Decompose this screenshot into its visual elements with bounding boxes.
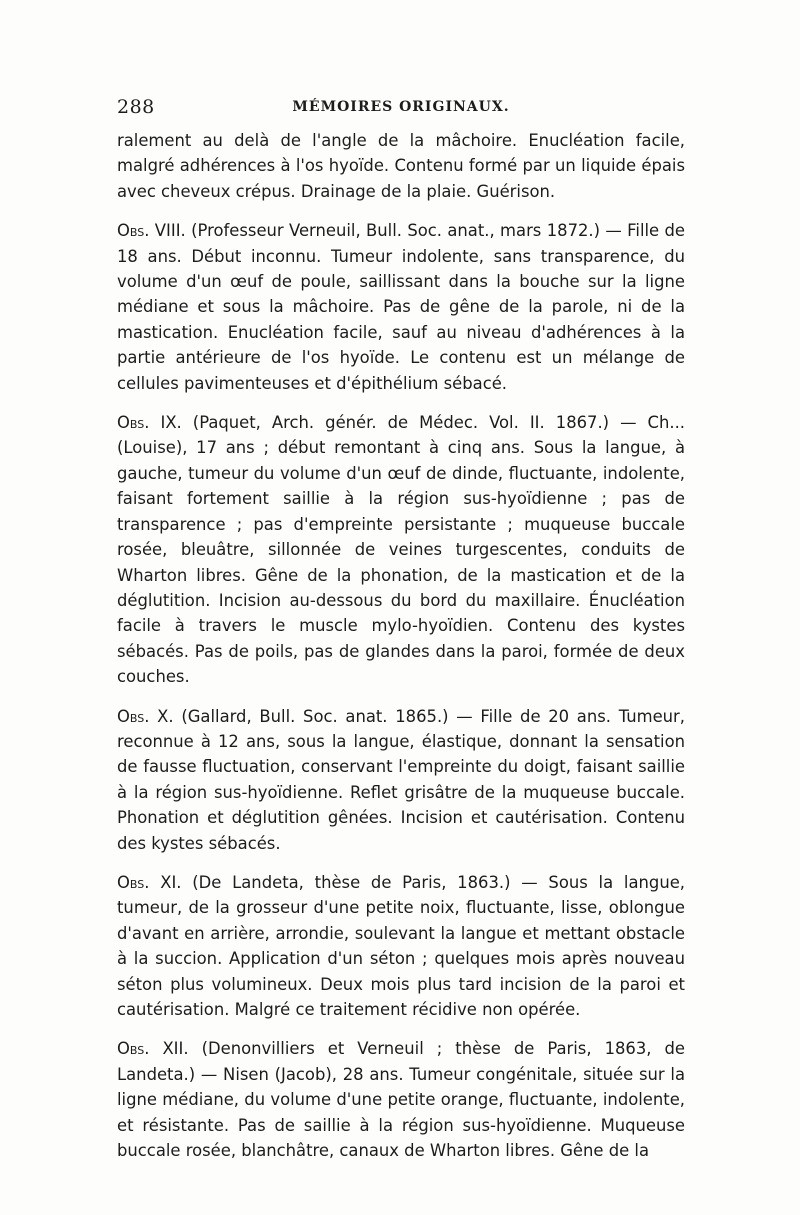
paragraph-text: (Denonvilliers et Verneuil ; thèse de Paris, 1863, de Landeta.) — Nisen (Jacob), 28 ans. Tumeur congénitale, située sur la ligne médiane, du volume d'une petite orange, fluctuante, indolente, et résistante. Pas de saillie à la région sus-hyoïdienne. Muqueuse buccale rosée, blanchâtre, canaux de Wharton libres. Gêne de la	[117, 1039, 685, 1161]
paragraph-continuation	[117, 128, 685, 204]
paragraph-text: (Paquet, Arch. génér. de Médec. Vol. II. 1867.) — Ch... (Louise), 17 ans ; début remontant à cinq ans. Sous la langue, à gauche, tumeur du volume d'un œuf de dinde, fluctuante, indolente, faisant fortement saillie à la région sus-hyoïdienne ; pas de transparence ; pas d'empreinte persistante ; muqueuse buccale rosée, bleuâtre, sillonnée de veines turgescentes, conduits de Wharton libres. Gêne de la phonation, de la mastication et de la déglutition. Incision au-dessous du bord du maxillaire. Énucléation facile à travers le muscle mylo-hyoïdien. Contenu des kystes sébacés. Pas de poils, pas de glandes dans la paroi, formée de deux couches.	[117, 413, 685, 687]
paragraph-text: (Gallard, Bull. Soc. anat. 1865.) — Fille de 20 ans. Tumeur, reconnue à 12 ans, sous la langue, élastique, donnant la sensation de fausse fluctuation, conservant l'empreinte du doigt, faisant saillie à la région sus-hyoïdienne. Reflet grisâtre de la muqueuse buccale. Phonation et déglutition gênées. Incision et cautérisation. Contenu des kystes sébacés.	[117, 706, 685, 853]
observation-label: Obs. XII.	[117, 1039, 189, 1059]
page-header	[117, 96, 685, 120]
paragraph-text: (Professeur Verneuil, Bull. Soc. anat., mars 1872.) — Fille de 18 ans. Début inconnu. Tumeur indolente, sans transparence, du volume d'un œuf de poule, saillissant dans la bouche sur la ligne médiane et sous la mâchoire. Pas de gêne de la parole, ni de la mastication. Enucléation facile, sauf au niveau d'adhérences à la partie antérieure de l'os hyoïde. Le contenu est un mélange de cellules pavimenteuses et d'épithélium sébacé.	[117, 221, 685, 393]
body-text	[117, 128, 685, 1177]
paragraph-text: ralement au delà de l'angle de la mâchoire. Enucléation facile, malgré adhérences à l'os hyoïde. Contenu formé par un liquide épais avec cheveux crépus. Drainage de la plaie. Guérison.	[117, 131, 685, 201]
observation-paragraph	[117, 870, 685, 1022]
observation-paragraph	[117, 704, 685, 856]
running-head: MÉMOIRES ORIGINAUX.	[292, 99, 510, 115]
observation-label: Obs. IX.	[117, 413, 182, 433]
observation-label: Obs. XI.	[117, 872, 182, 892]
paragraph-text: (De Landeta, thèse de Paris, 1863.) — Sous la langue, tumeur, de la grosseur d'une petite noix, fluctuante, lisse, oblongue d'avant en arrière, arrondie, soulevant la langue et mettant obstacle à la succion. Application d'un séton ; quelques mois après nouveau séton plus volumineux. Deux mois plus tard incision de la paroi et cautérisation. Malgré ce traitement récidive non opérée.	[117, 872, 685, 1019]
observation-label: Obs. X.	[117, 706, 174, 726]
observation-label: Obs. VIII.	[117, 221, 186, 241]
page-number: 288	[117, 96, 155, 118]
observation-paragraph	[117, 410, 685, 689]
observation-paragraph	[117, 1036, 685, 1163]
observation-paragraph	[117, 218, 685, 396]
